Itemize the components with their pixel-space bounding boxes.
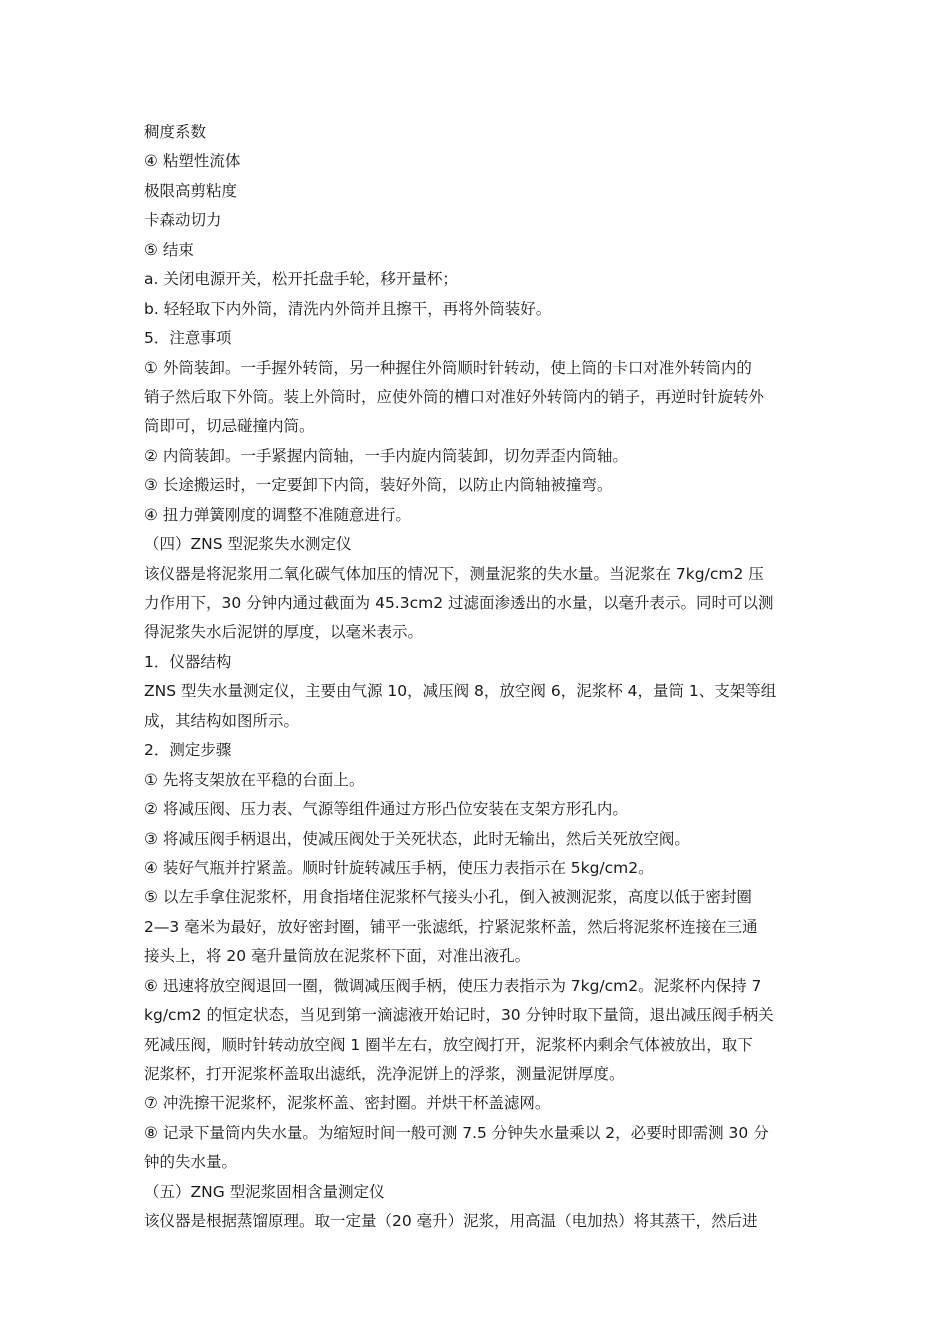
text-line: ZNS 型失水量测定仪，主要由气源 10，减压阀 8，放空阀 6，泥浆杯 4，量筒 1、支架等组	[144, 682, 777, 701]
text-line: 筒即可，切忌碰撞内筒。	[144, 417, 315, 436]
text-line: ③ 将减压阀手柄退出，使减压阀处于关死状态，此时无输出，然后关死放空阀。	[144, 829, 690, 848]
section-heading: 5．注意事项	[144, 329, 232, 348]
text-line: ⑦ 冲洗擦干泥浆杯，泥浆杯盖、密封圈。并烘干杯盖滤网。	[144, 1094, 551, 1113]
text-line: ③ 长途搬运时，一定要卸下内筒，装好外筒，以防止内筒轴被撞弯。	[144, 476, 613, 495]
text-line: 卡森动切力	[144, 211, 222, 230]
text-line: 力作用下，30 分钟内通过截面为 45.3cm2 过滤面渗透出的水量，以毫升表示。同时可以测	[144, 594, 774, 612]
text-line: 成，其结构如图所示。	[144, 711, 300, 730]
text-line: kg/cm2 的恒定状态，当见到第一滴滤液开始记时，30 分钟时取下量筒，退出减压阀手柄关	[144, 1006, 774, 1025]
text-line: 钟的失水量。	[144, 1153, 238, 1172]
text-line: 销子然后取下外筒。装上外筒时，应使外筒的槽口对准好外转筒内的销子，再逆时针旋转外	[144, 387, 765, 406]
document-body	[144, 118, 808, 1237]
text-line: ① 先将支架放在平稳的台面上。	[144, 770, 365, 789]
text-line: ⑤ 以左手拿住泥浆杯，用食指堵住泥浆杯气接头小孔，倒入被测泥浆，高度以低于密封圈	[144, 888, 752, 907]
text-line: ④ 粘塑性流体	[144, 152, 241, 171]
section-heading: 1．仪器结构	[144, 652, 232, 671]
section-heading: （四）ZNS 型泥浆失水测定仪	[144, 535, 352, 554]
text-line: ② 将减压阀、压力表、气源等组件通过方形凸位安装在支架方形孔内。	[144, 800, 628, 819]
text-line: ⑧ 记录下量筒内失水量。为缩短时间一般可测 7.5 分钟失水量乘以 2，必要时即需测 30 分	[144, 1123, 769, 1142]
text-line: ① 外筒装卸。一手握外转筒，另一种握住外筒顺时针转动，使上筒的卡口对准外转筒内的	[144, 358, 752, 377]
text-line: ④ 扭力弹簧刚度的调整不准随意进行。	[144, 505, 411, 524]
text-line: ② 内筒装卸。一手紧握内筒轴，一手内旋内筒装卸，切勿弄歪内筒轴。	[144, 446, 628, 465]
text-line: 2—3 毫米为最好，放好密封圈，铺平一张滤纸，拧紧泥浆杯盖，然后将泥浆杯连接在三通	[144, 917, 758, 936]
text-line: 该仪器是将泥浆用二氧化碳气体加压的情况下，测量泥浆的失水量。当泥浆在 7kg/cm2 压	[144, 564, 764, 583]
text-line: ⑤ 结束	[144, 240, 194, 259]
text-line: 极限高剪粘度	[144, 181, 238, 200]
text-line: ④ 装好气瓶并拧紧盖。顺时针旋转减压手柄，使压力表指示在 5kg/cm2。	[144, 858, 654, 877]
text-line: 稠度系数	[144, 123, 207, 141]
text-line: a. 关闭电源开关，松开托盘手轮，移开量杯；	[144, 270, 458, 289]
text-line: b. 轻轻取下内外筒，清洗内外筒并且擦干，再将外筒装好。	[144, 299, 552, 318]
text-line: 死减压阀，顺时针转动放空阀 1 圈半左右，放空阀打开，泥浆杯内剩余气体被放出，取下	[144, 1035, 753, 1054]
text-line: 接头上，将 20 毫升量筒放在泥浆杯下面，对准出液孔。	[144, 947, 531, 966]
text-line: 得泥浆失水后泥饼的厚度，以毫米表示。	[144, 623, 424, 642]
text-line: ⑥ 迅速将放空阀退回一圈，微调减压阀手柄，使压力表指示为 7kg/cm2。泥浆杯内保持 7	[144, 976, 762, 995]
section-heading: 2．测定步骤	[144, 741, 232, 760]
text-line: 该仪器是根据蒸馏原理。取一定量（20 毫升）泥浆，用高温（电加热）将其蒸干，然后进	[144, 1212, 758, 1231]
section-heading: （五）ZNG 型泥浆固相含量测定仪	[144, 1182, 385, 1201]
text-line: 泥浆杯，打开泥浆杯盖取出滤纸，洗净泥饼上的浮浆，测量泥饼厚度。	[144, 1065, 625, 1083]
